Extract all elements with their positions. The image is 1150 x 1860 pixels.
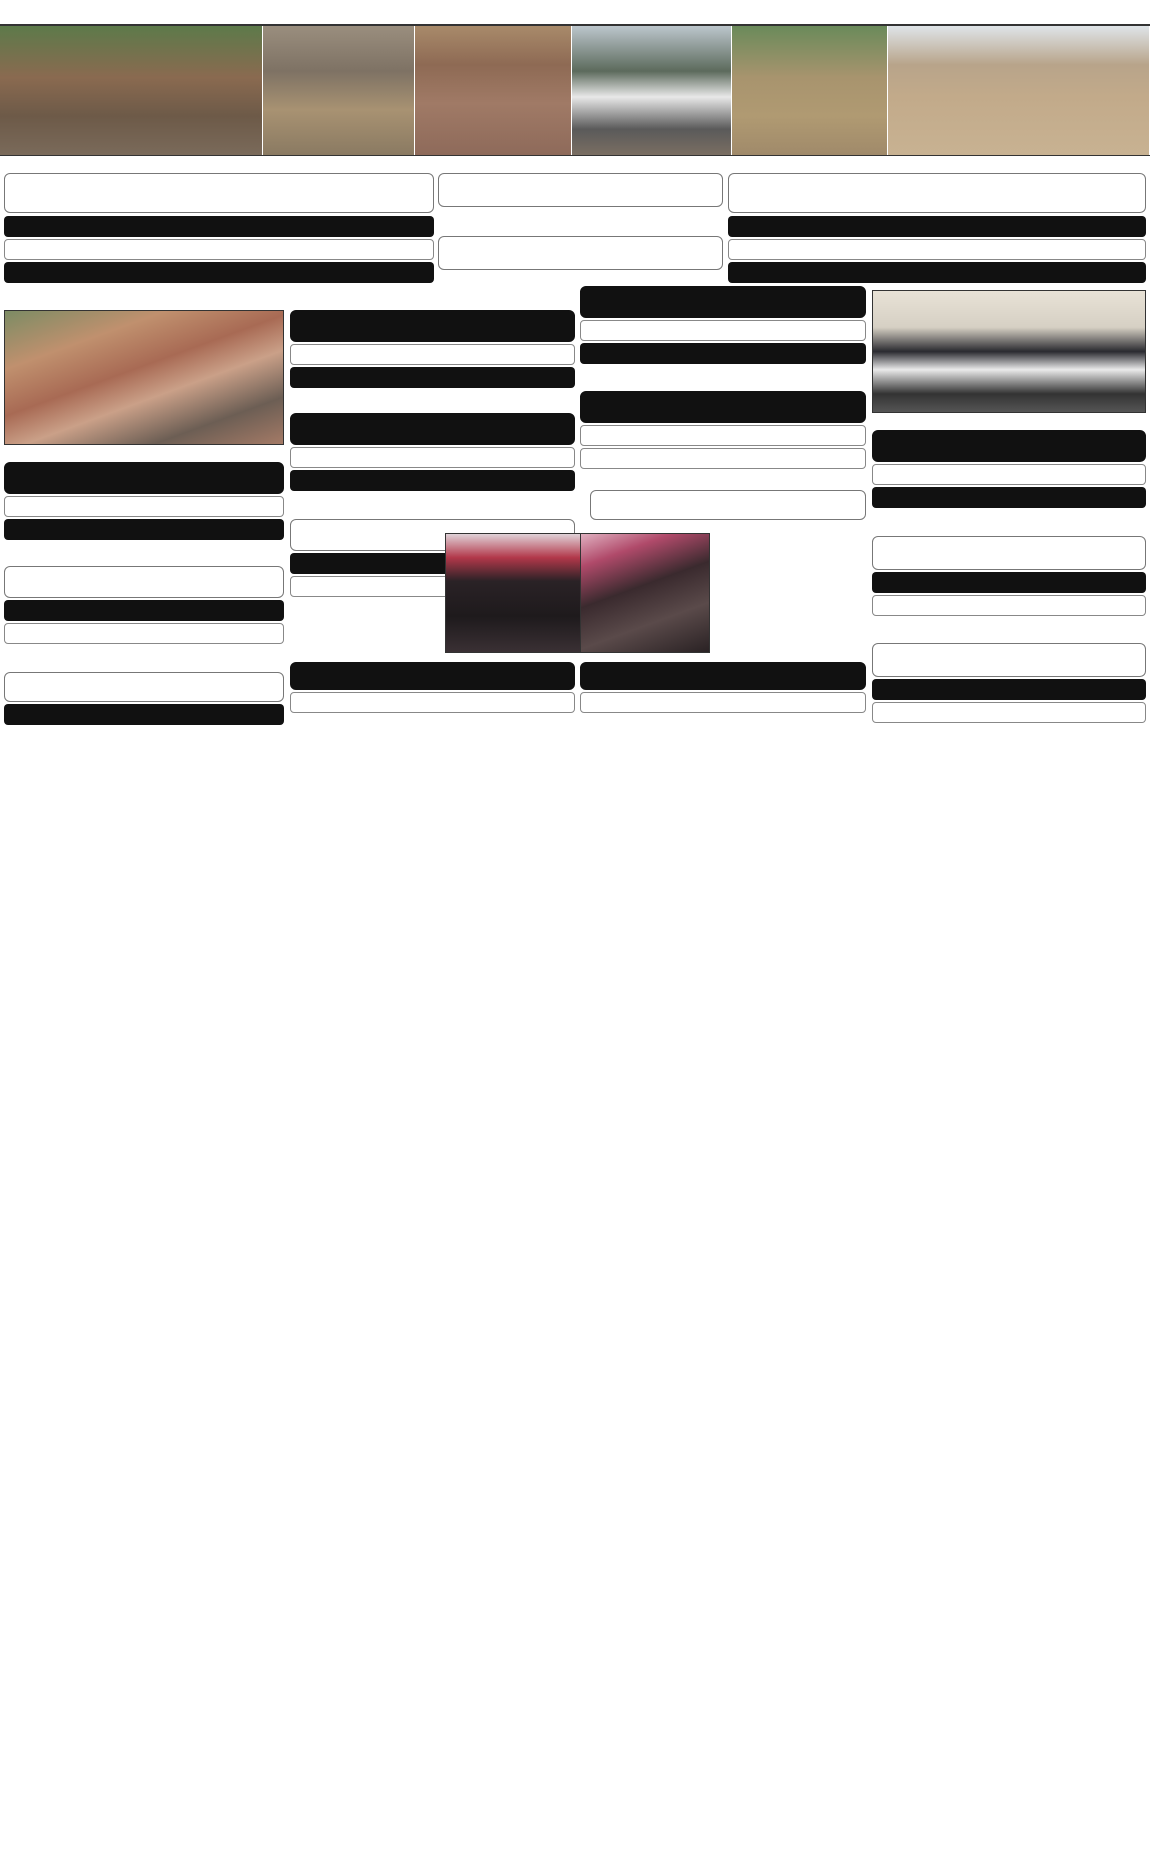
subheadline xyxy=(4,496,284,517)
karachi-duet-body xyxy=(4,541,284,565)
subheadline xyxy=(290,344,575,365)
headline-naushahro[interactable] xyxy=(4,672,284,702)
tando-adam-water-subs xyxy=(290,342,575,388)
subheadline xyxy=(4,216,434,237)
subheadline xyxy=(290,470,575,491)
photo-ghotki-lawyers xyxy=(872,290,1146,413)
flood-photo-strip xyxy=(0,24,1150,156)
headline-tando-adam-tractor[interactable] xyxy=(580,391,866,423)
tando-adam-water-body xyxy=(290,389,575,413)
photo-mourners xyxy=(580,533,710,653)
subheadline xyxy=(4,239,434,260)
headline-chak-police[interactable] xyxy=(438,236,723,270)
pariyasi-current-subs xyxy=(290,445,575,491)
gambat-moto-subs xyxy=(580,318,866,364)
headline-hirlu-arrest[interactable] xyxy=(580,662,866,690)
headline-gambat-coach[interactable] xyxy=(872,536,1146,570)
subheadline xyxy=(4,600,284,621)
subheadline xyxy=(872,679,1146,700)
nawabshah-body xyxy=(872,724,1146,760)
headline-adero-lal[interactable] xyxy=(728,173,1146,213)
nawabshah-subs xyxy=(872,677,1146,723)
subheadline xyxy=(4,704,284,725)
subheadline xyxy=(290,367,575,388)
photo-karbala-procession xyxy=(445,533,595,653)
photo-flooded-village xyxy=(732,26,888,155)
ghotki-body xyxy=(872,509,1146,533)
photo-vehicle-in-water xyxy=(572,26,732,155)
headline-karachi-duet[interactable] xyxy=(4,462,284,494)
headline-chak-lawyer-office[interactable] xyxy=(290,662,575,690)
jhol-subs xyxy=(4,214,434,283)
photo-flood-children xyxy=(0,26,263,155)
dokri-body xyxy=(438,209,723,233)
subheadline xyxy=(290,447,575,468)
headline-ghotki-boycott[interactable] xyxy=(872,430,1146,462)
ghotki-subs xyxy=(872,462,1146,508)
adero-lal-subs xyxy=(728,214,1146,283)
subheadline xyxy=(4,623,284,644)
subheadline xyxy=(872,464,1146,485)
subheadline xyxy=(728,262,1146,283)
subheadline xyxy=(728,216,1146,237)
gambat-coach-subs xyxy=(872,570,1146,616)
gambat-moto-body xyxy=(580,365,866,389)
subheadline xyxy=(872,572,1146,593)
page-masthead xyxy=(0,0,1150,24)
subheadline xyxy=(290,692,575,713)
subheadline xyxy=(872,595,1146,616)
subheadline xyxy=(872,487,1146,508)
headline-jhol[interactable] xyxy=(4,173,434,213)
subheadline xyxy=(580,343,866,364)
headline-tando-mkhan[interactable] xyxy=(4,566,284,598)
subheadline xyxy=(580,425,866,446)
tando-mkhan-body xyxy=(4,645,284,669)
headline-gambat-moto[interactable] xyxy=(580,286,866,318)
tando-mkhan-subs xyxy=(4,598,284,644)
chak-lawyer-office-subs xyxy=(290,690,575,713)
naushahro-body xyxy=(4,726,284,762)
naushahro-subs xyxy=(4,702,284,725)
subheadline xyxy=(4,519,284,540)
gambat-coach-body xyxy=(872,617,1146,641)
tando-adam-tractor-subs xyxy=(580,423,866,469)
subheadline xyxy=(4,262,434,283)
photo-flooded-street xyxy=(263,26,415,155)
karachi-duet-subs xyxy=(4,494,284,540)
headline-nawabshah[interactable] xyxy=(872,643,1146,677)
headline-pariyasi-current[interactable] xyxy=(290,413,575,445)
subheadline xyxy=(580,448,866,469)
subheadline xyxy=(580,320,866,341)
hirlu-subs xyxy=(580,690,866,713)
subheadline xyxy=(580,692,866,713)
headline-tando-adam-water[interactable] xyxy=(290,310,575,342)
subheadline xyxy=(872,702,1146,723)
headline-mirpurkhas[interactable] xyxy=(590,490,866,520)
photo-flooded-fields xyxy=(888,26,1150,155)
photo-jhol-protest xyxy=(4,310,284,445)
subheadline xyxy=(728,239,1146,260)
photo-flooded-bazaar xyxy=(415,26,572,155)
mirpurkhas-body xyxy=(715,535,866,665)
headline-dokri[interactable] xyxy=(438,173,723,207)
jhol-body xyxy=(4,283,434,307)
pariyasi-current-body xyxy=(290,492,575,516)
